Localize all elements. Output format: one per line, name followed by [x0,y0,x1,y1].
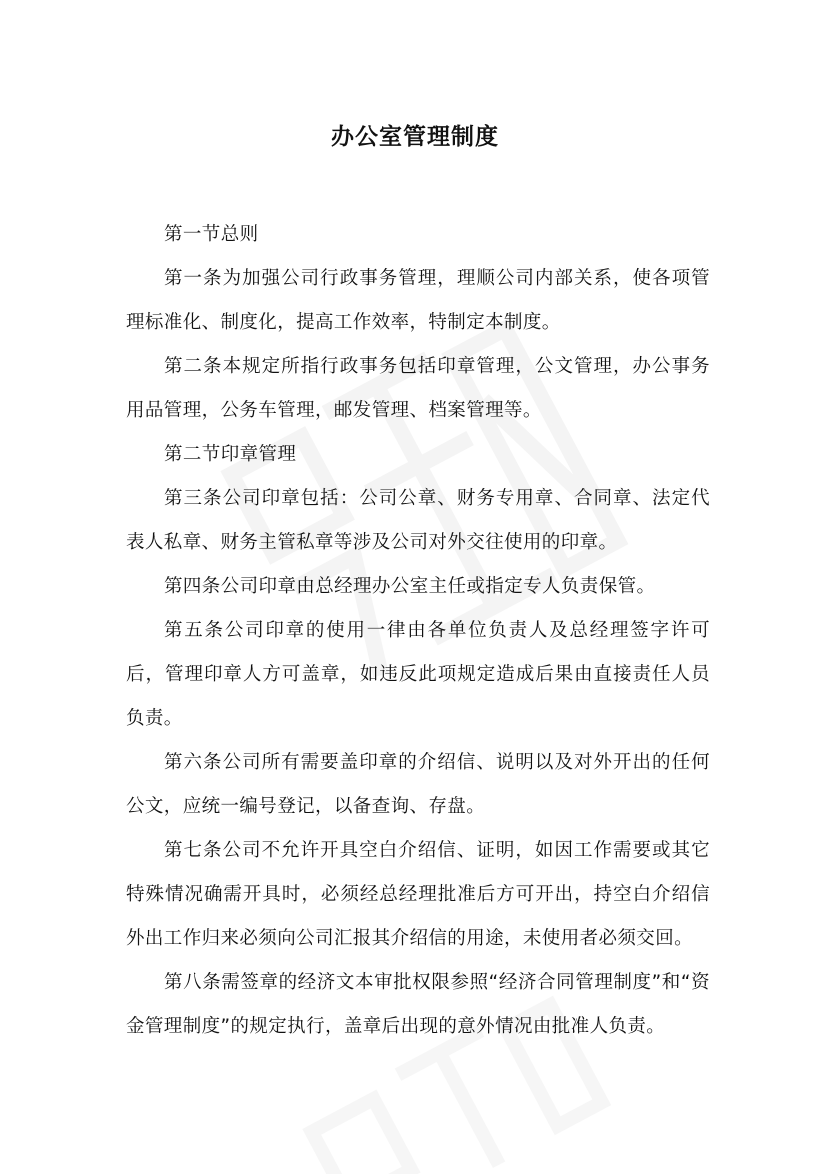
page-title: 办公室管理制度 [331,124,499,150]
section-heading-seal-management: 第二节印章管理 [164,444,297,465]
article-1: 第一条为加强公司行政事务管理，理顺公司内部关系，使各项管理标准化、制度化，提高工作效率，特制定本制度。 [126,268,710,333]
article-7: 第七条公司不允许开具空白介绍信、证明，如因工作需要或其它特殊情况确需开具时，必须经总经理批准后方可开出，持空白介绍信外出工作归来必须向公司汇报其介绍信的用途，未使用者必须交回。 [126,840,710,949]
article-2: 第二条本规定所指行政事务包括印章管理，公文管理，办公事务用品管理，公务车管理，邮发管理、档案管理等。 [126,356,710,421]
article-6: 第六条公司所有需要盖印章的介绍信、说明以及对外开出的任何公文，应统一编号登记，以备查询、存盘。 [126,752,710,817]
article-8: 第八条需签章的经济文本审批权限参照“经济合同管理制度”和“资金管理制度”的规定执行，盖章后出现的意外情况由批准人负责。 [126,972,710,1037]
article-5: 第五条公司印章的使用一律由各单位负责人及总经理签字许可后，管理印章人方可盖章，如违反此项规定造成后果由直接责任人员负责。 [126,620,710,729]
article-4: 第四条公司印章由总经理办公室主任或指定专人负责保管。 [164,576,656,597]
document-body [126,213,710,1049]
article-3: 第三条公司印章包括：公司公章、财务专用章、合同章、法定代表人私章、财务主管私章等涉及公司对外交往使用的印章。 [126,488,710,553]
section-heading-general: 第一节总则 [164,224,259,245]
